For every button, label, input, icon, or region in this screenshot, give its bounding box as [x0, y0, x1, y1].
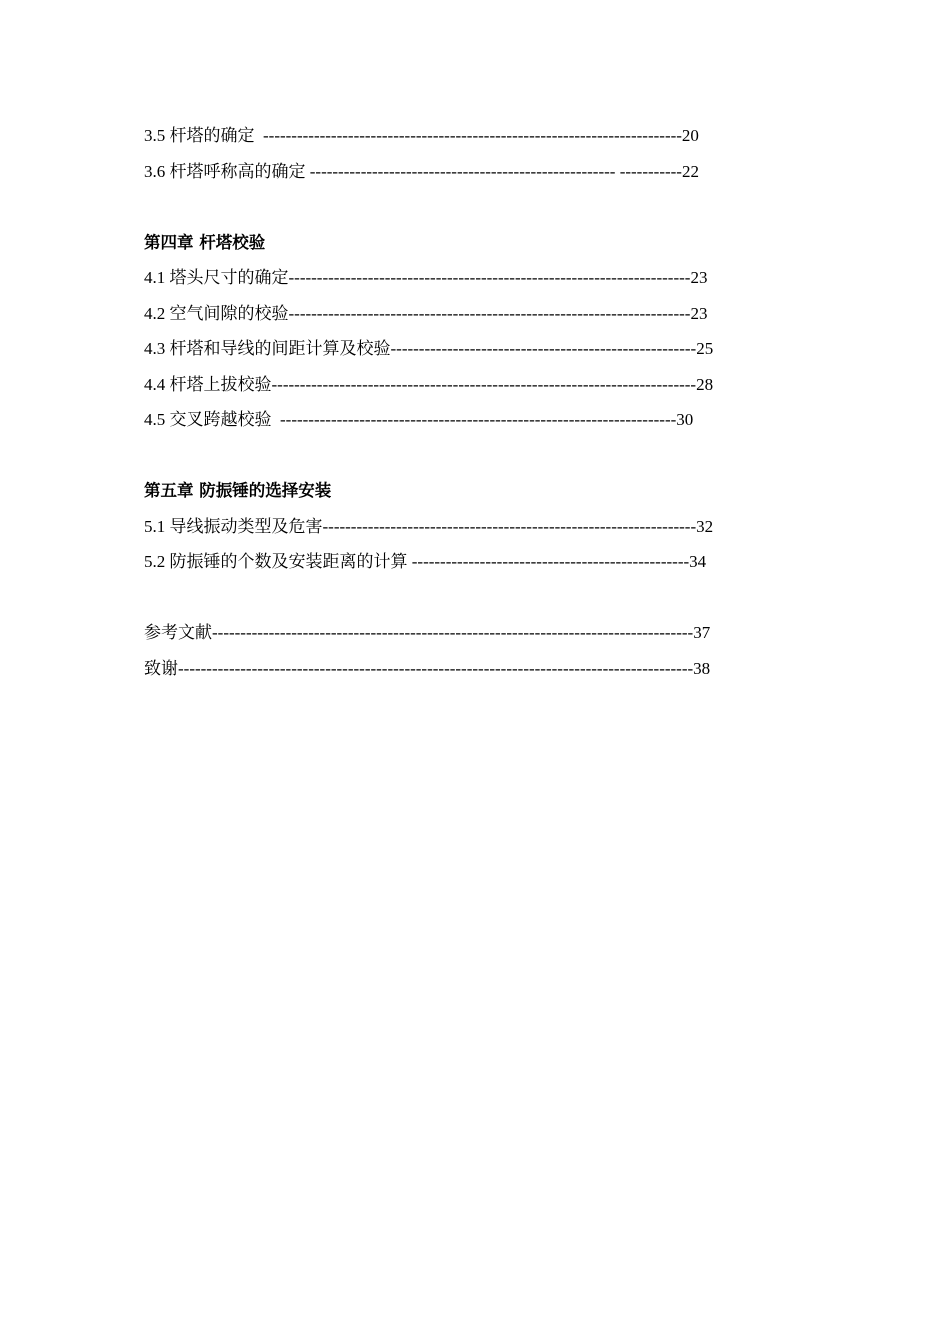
section-gap [144, 580, 824, 616]
toc-entry-4-3: 4.3 杆塔和导线的间距计算及校验------------------------------------------------------25 [144, 339, 714, 358]
chapter-4-heading: 第四章 杆塔校验 [144, 232, 266, 252]
toc-entry-3-6: 3.6 杆塔呼称高的确定 ------------------------------------------------------ -----------22 [144, 161, 699, 181]
toc-entry-4-1: 4.1 塔头尺寸的确定-----------------------------------------------------------------------23 [144, 268, 708, 287]
table-of-contents [144, 118, 824, 686]
toc-entry-references: 参考文献-------------------------------------------------------------------------------------37 [144, 623, 711, 642]
toc-entry-5-1: 5.1 导线振动类型及危害------------------------------------------------------------------32 [144, 516, 714, 536]
section-gap [144, 438, 824, 474]
toc-entry-5-2: 5.2 防振锤的个数及安装距离的计算 -------------------------------------------------34 [144, 552, 707, 571]
toc-entry-4-2: 4.2 空气间隙的校验-----------------------------------------------------------------------23 [144, 303, 708, 323]
section-gap [144, 189, 824, 225]
toc-entry-4-5: 4.5 交叉跨越校验 ----------------------------------------------------------------------30 [144, 410, 694, 429]
toc-entry-3-5: 3.5 杆塔的确定 --------------------------------------------------------------------------20 [144, 126, 699, 145]
toc-entry-acknowledgements: 致谢-------------------------------------------------------------------------------------------38 [144, 658, 711, 678]
chapter-5-heading: 第五章 防振锤的选择安装 [144, 481, 332, 500]
toc-entry-4-4: 4.4 杆塔上拔校验---------------------------------------------------------------------------28 [144, 374, 714, 394]
